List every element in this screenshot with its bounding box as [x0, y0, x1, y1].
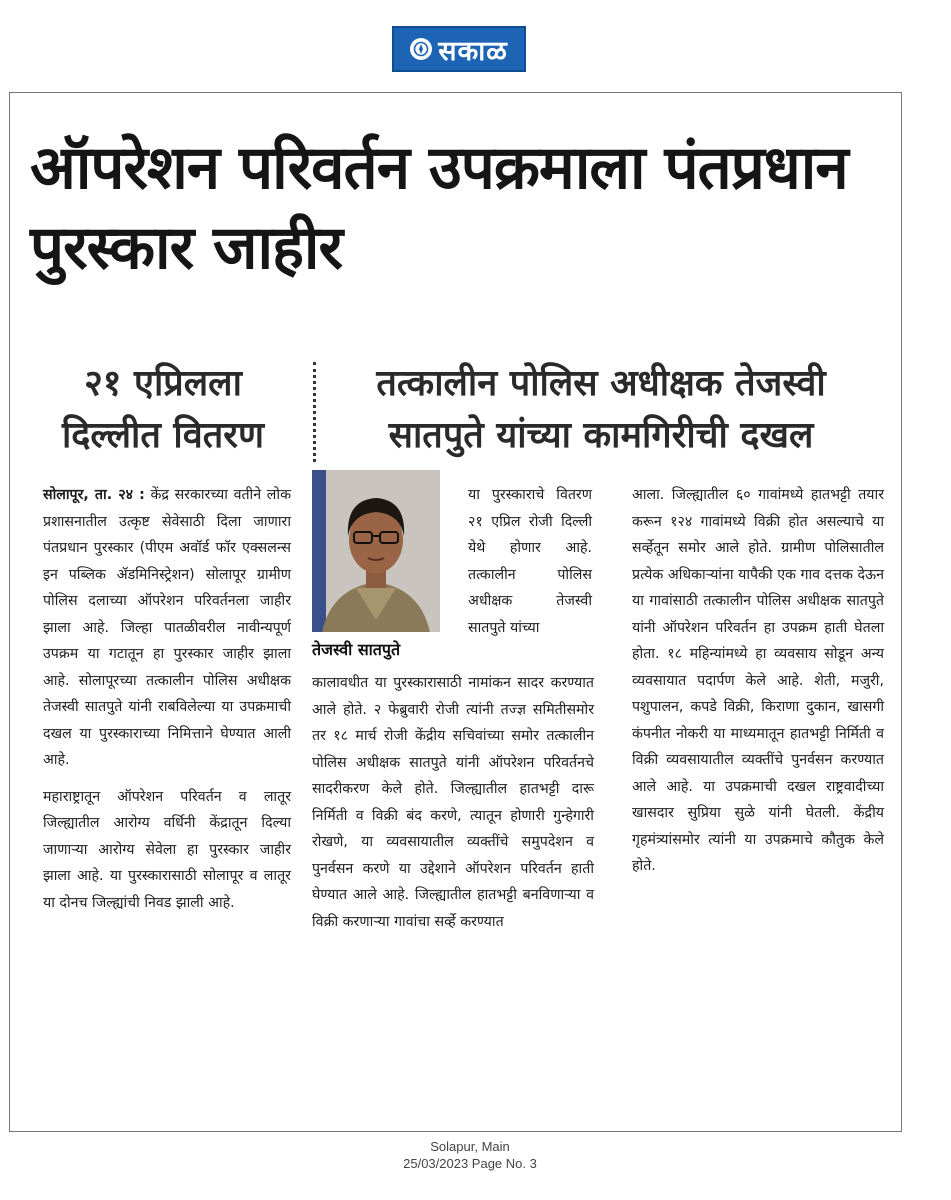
newspaper-masthead: [392, 26, 526, 72]
paragraph-text: केंद्र सरकारच्या वतीने लोक प्रशासनातील उत्कृष्ट सेवेसाठी दिला जाणारा पंतप्रधान पुरस्कार (पीएम अवॉर्ड फॉर एक्सलन्स इन पब्लिक ॲडमिनिस्ट्रेशन) सोलापूर ग्रामीण पोलिस दलाच्या ऑपरेशन परिवर्तनला जाहीर झाला आहे. जिल्हा पातळीवरील नावीन्यपूर्ण उपक्रम या गटातून हा पुरस्कार जाहीर झाला आहे. सोलापूरच्या तत्कालीन पोलिस अधीक्षक तेजस्वी सातपुते यांनी राबविलेल्या या उपक्रमाची दखल या पुरस्काराच्या निमित्ताने घेण्यात आली आहे.: [43, 487, 291, 768]
article-paragraph: [43, 482, 291, 774]
masthead-emblem-icon: [410, 38, 432, 60]
article-paragraph: महाराष्ट्रातून ऑपरेशन परिवर्तन व लातूर जिल्ह्यातील आरोग्य वर्धिनी केंद्रातून दिल्या जाणाऱ्या आरोग्य सेवेला हा पुरस्कार जाहीर झाला आहे. या पुरस्कारासाठी सोलापूर व लातूर या दोनच जिल्ह्यांची निवड झाली आहे.: [43, 788, 291, 911]
edition-label: Solapur, Main: [430, 1139, 510, 1154]
page-footer: [340, 1138, 600, 1172]
masthead-title: सकाळ: [438, 35, 508, 67]
date-page-label: 25/03/2023 Page No. 3: [403, 1156, 537, 1171]
photo-caption: तेजस्वी सातपुते: [312, 640, 401, 659]
subheading-left: २१ एप्रिलला दिल्लीत वितरण: [61, 363, 265, 456]
article-column-1: [43, 482, 291, 926]
dateline: सोलापूर, ता. २४ :: [43, 487, 145, 503]
article-column-3: आला. जिल्ह्यातील ६० गावांमध्ये हातभट्टी तयार करून १२४ गावांमध्ये विक्री होत असल्याचे या सर्व्हेतून समोर आले होते. ग्रामीण पोलिसातील प्रत्येक अधिकाऱ्यांना यापैकी एक गाव दत्तक देऊन या गावांसाठी तत्कालीन पोलिस अधीक्षक सातपुते यांनी ऑपरेशन परिवर्तन हा उपक्रम हाती घेतला होता. १८ महिन्यांमध्ये हा व्यवसाय सोडून अन्य व्यवसायात पदार्पण केले आहे. शेती, मजुरी, पशुपालन, कपडे विक्री, किराणा दुकान, खासगी कंपनीत नोकरी या माध्यमातून हातभट्टी निर्मिती व विक्री व्यवसायातील व्यक्तींचे पुनर्वसन करण्यात आले आहे. या उपक्रमाची दखल राष्ट्रवादीच्या खासदार सुप्रिया सुळे यांनी घेतली. केंद्रीय गृहमंत्र्यांसमोर त्यांनी या उपक्रमाचे कौतुक केले होते.: [632, 487, 884, 874]
article-column-2-bottom: कालावधीत या पुरस्कारासाठी नामांकन सादर करण्यात आले होते. २ फेब्रुवारी रोजी त्यांनी तज्ज्ञ समितीसमोर तर १८ मार्च रोजी केंद्रीय सचिवांच्या समोर तत्कालीन पोलिस अधीक्षक सातपुते यांनी ऑपरेशन परिवर्तनचे सादरीकरण केले होते. जिल्ह्यातील हातभट्टी दारू निर्मिती व विक्री बंद करणे, त्यातून होणारी गुन्हेगारी रोखणे, या व्यवसायातील व्यक्तींचे समुपदेशन व पुनर्वसन करणे या उद्देशाने ऑपरेशन परिवर्तन हाती घेण्यात आले आहे. जिल्ह्यातील हातभट्टी बनविणाऱ्या व विक्री करणाऱ्या गावांचा सर्व्हे करण्यात: [312, 675, 594, 930]
headline: ऑपरेशन परिवर्तन उपक्रमाला पंतप्रधान पुरस्कार जाहीर: [30, 133, 848, 283]
portrait-photo: [312, 470, 440, 632]
subheading-divider: [313, 362, 316, 462]
portrait-photo-graphic: [312, 470, 440, 632]
subheading-right: तत्कालीन पोलिस अधीक्षक तेजस्वी सातपुते यांच्या कामगिरीची दखल: [376, 363, 826, 456]
article-column-2-top: या पुरस्काराचे वितरण २१ एप्रिल रोजी दिल्ली येथे होणार आहे. तत्कालीन पोलिस अधीक्षक तेजस्वी सातपुते यांच्या: [468, 487, 592, 636]
